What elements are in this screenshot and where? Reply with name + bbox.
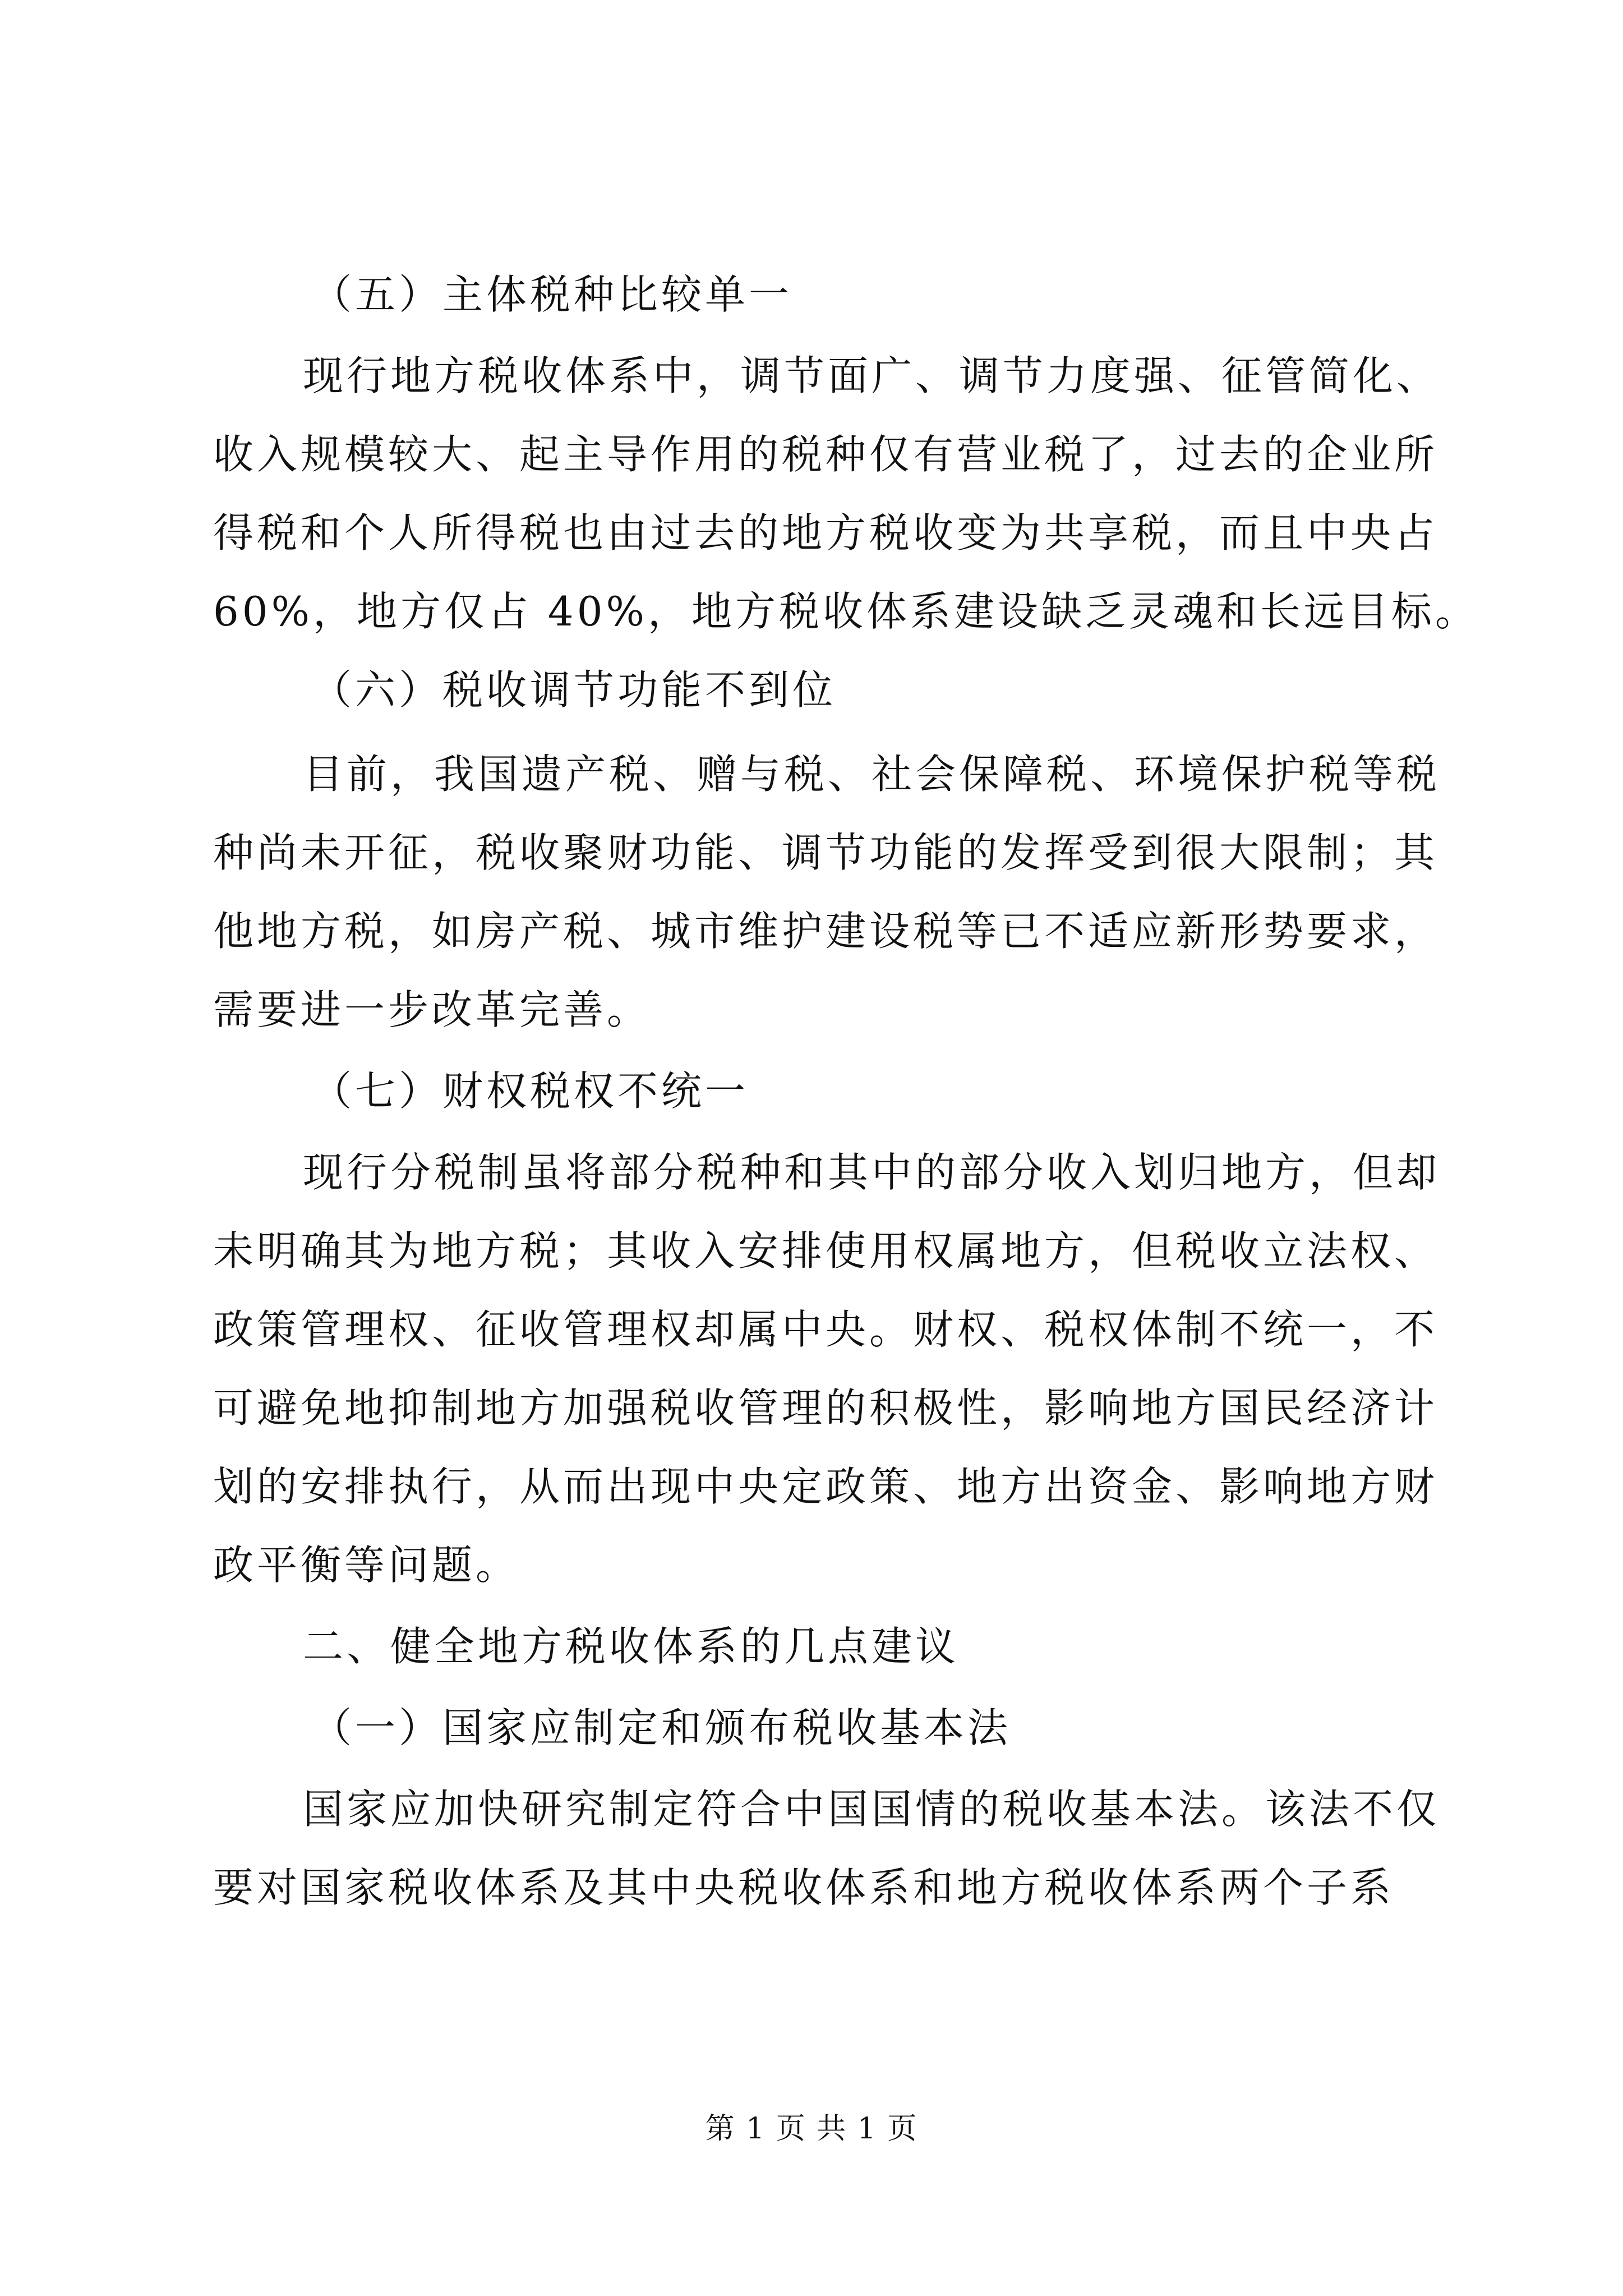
paragraph-line: 目前，我国遗产税、赠与税、社会保障税、环境保护税等税 xyxy=(303,751,1441,798)
paragraph-line: 政策管理权、征收管理权却属中央。财权、税权体制不统一，不 xyxy=(213,1306,1438,1353)
paragraph-line: 划的安排执行，从而出现中央定政策、地方出资金、影响地方财 xyxy=(213,1463,1438,1510)
paragraph-line: 得税和个人所得税也由过去的地方税收变为共享税，而且中央占 xyxy=(213,509,1438,556)
paragraph-line: 他地方税，如房产税、城市维护建设税等已不适应新形势要求， xyxy=(213,908,1438,955)
part-heading: 二、健全地方税收体系的几点建议 xyxy=(303,1623,960,1670)
page-footer: 第 1 页 共 1 页 xyxy=(705,2112,918,2146)
paragraph-line: 要对国家税收体系及其中央税收体系和地方税收体系两个子系 xyxy=(213,1864,1395,1911)
section-heading-7: （七）财权税权不统一 xyxy=(311,1068,749,1115)
paragraph-line: 未明确其为地方税；其收入安排使用权属地方，但税收立法权、 xyxy=(213,1227,1438,1274)
paragraph-line: 种尚未开征，税收聚财功能、调节功能的发挥受到很大限制；其 xyxy=(213,829,1438,876)
paragraph-line: 现行分税制虽将部分税种和其中的部分收入划归地方，但却 xyxy=(303,1149,1441,1196)
paragraph-line: 60%，地方仅占 40%，地方税收体系建设缺乏灵魂和长远目标。 xyxy=(213,588,1479,635)
sub-heading-1: （一）国家应制定和颁布税收基本法 xyxy=(311,1704,1012,1751)
paragraph-line: 可避免地抑制地方加强税收管理的积极性，影响地方国民经济计 xyxy=(213,1384,1438,1432)
paragraph-line: 现行地方税收体系中，调节面广、调节力度强、征管简化、 xyxy=(303,352,1441,399)
paragraph-line: 收入规模较大、起主导作用的税种仅有营业税了，过去的企业所 xyxy=(213,431,1438,478)
paragraph-line: 政平衡等问题。 xyxy=(213,1542,520,1589)
section-heading-5: （五）主体税种比较单一 xyxy=(311,271,793,318)
paragraph-line: 国家应加快研究制定符合中国国情的税收基本法。该法不仅 xyxy=(303,1786,1441,1833)
section-heading-6: （六）税收调节功能不到位 xyxy=(311,666,837,714)
paragraph-line: 需要进一步改革完善。 xyxy=(213,986,651,1033)
